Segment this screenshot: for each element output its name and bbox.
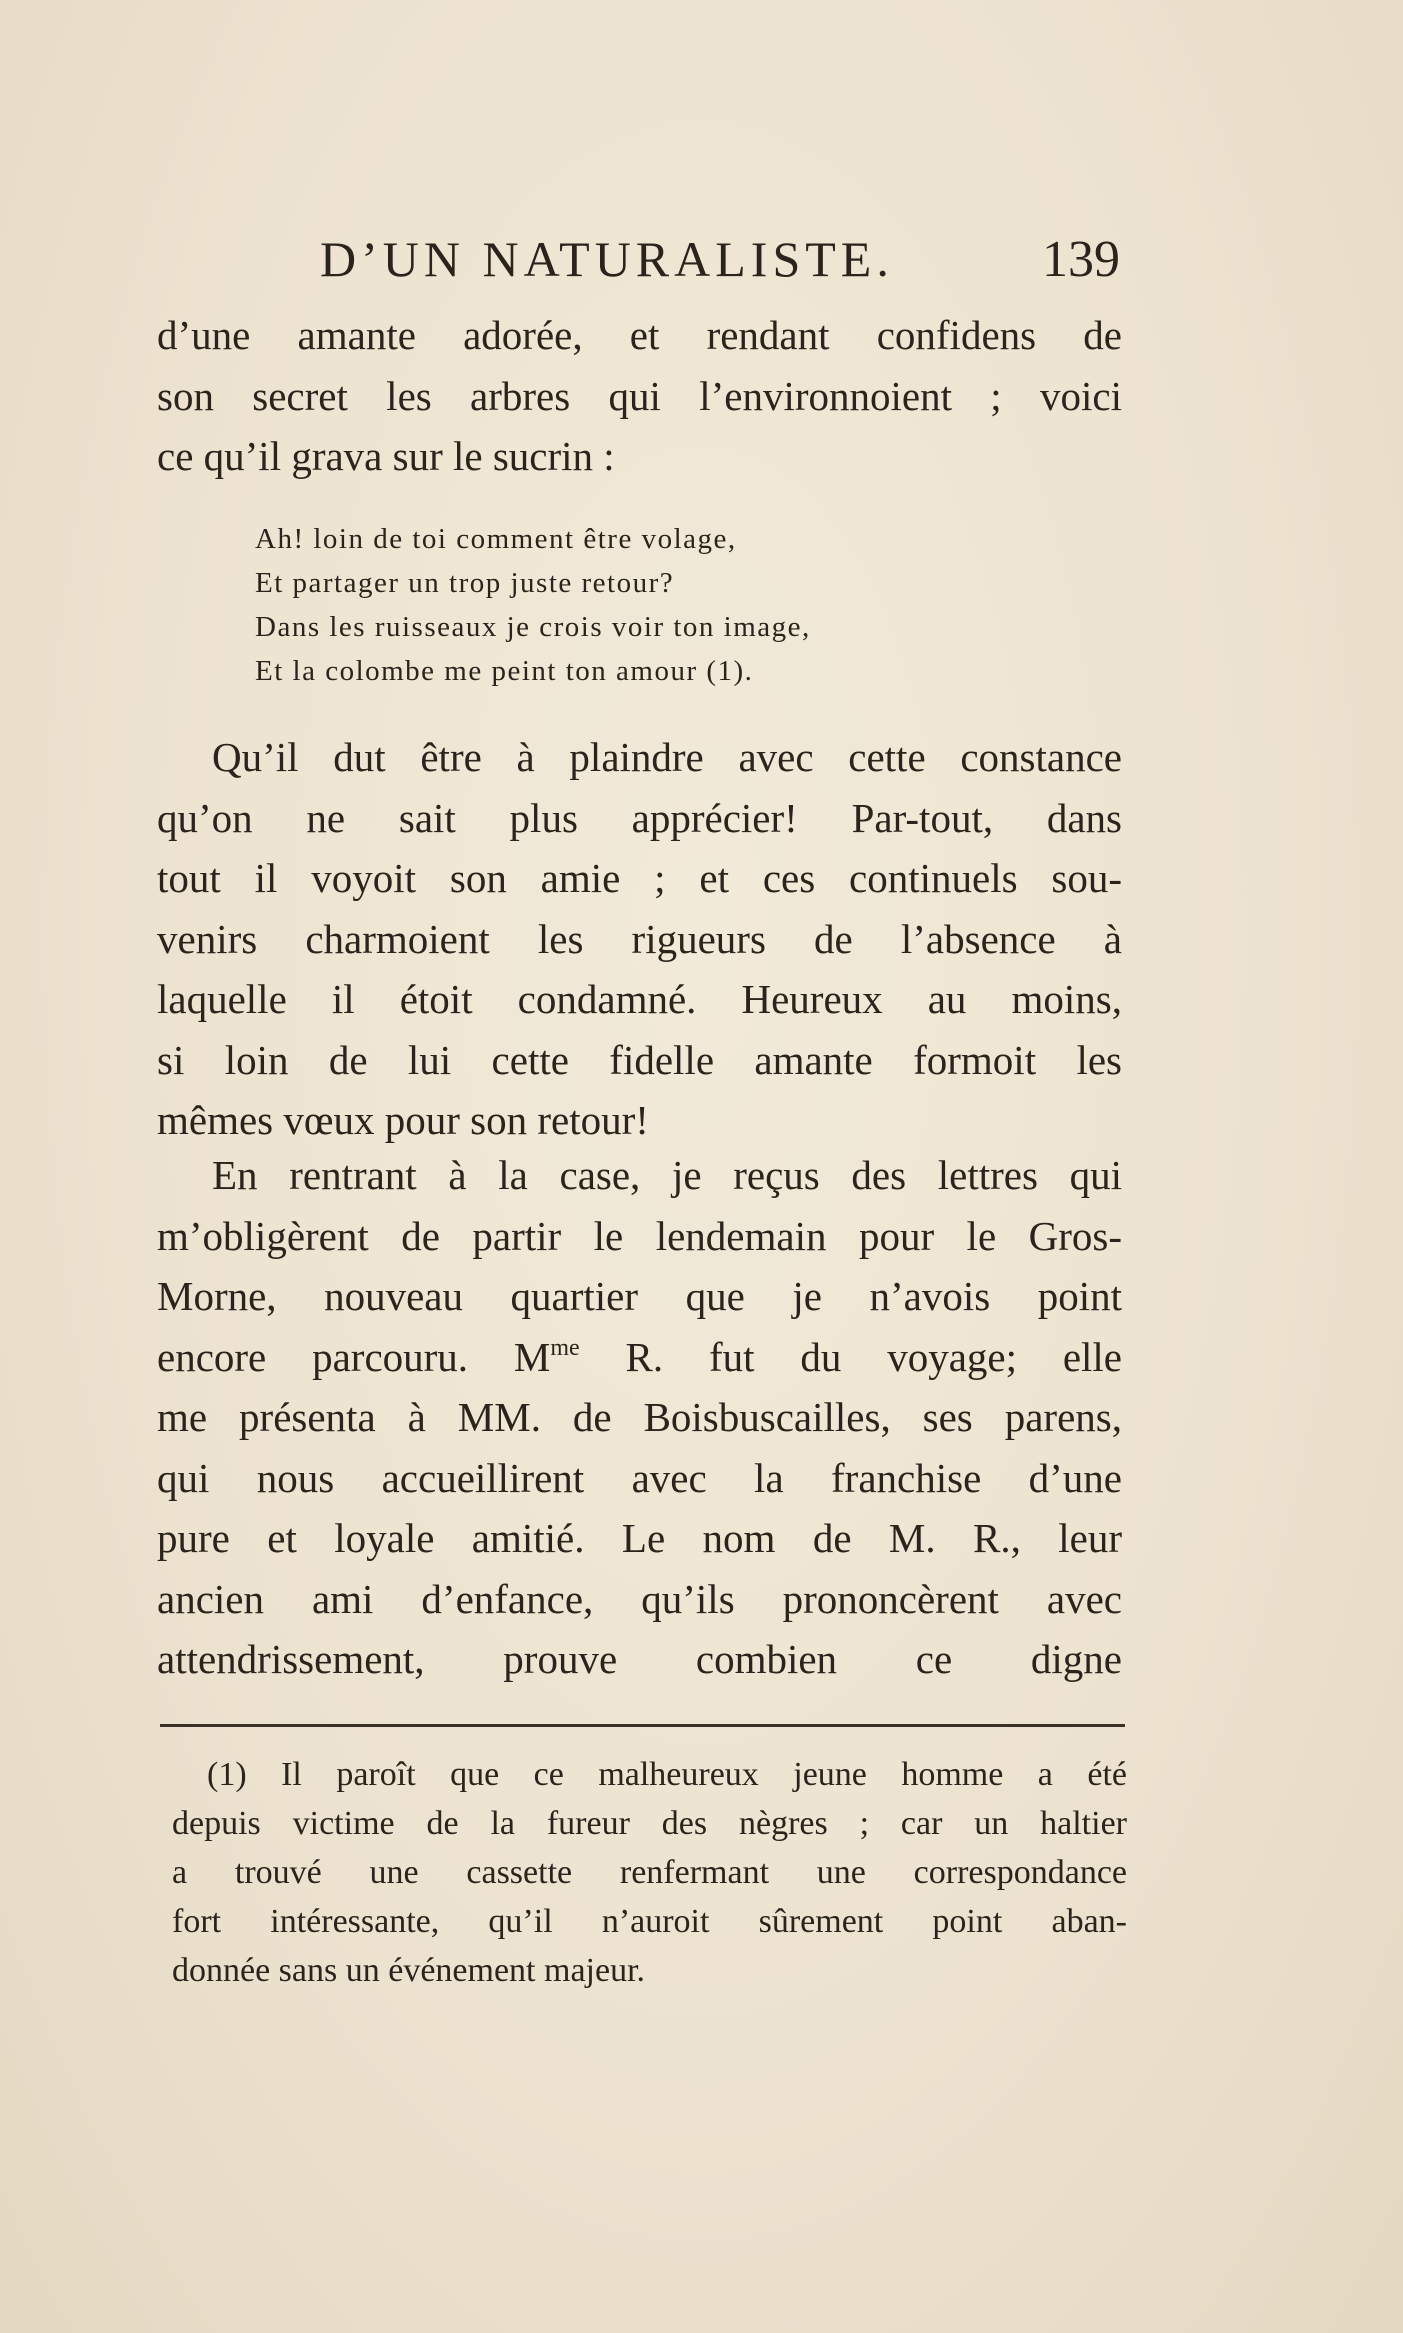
- text-line: pure et loyale amitié. Le nom de M. R., leur: [157, 1515, 1122, 1561]
- footnote-line: fort intéressante, qu’il n’auroit sûrement point aban-: [172, 1903, 1127, 1940]
- poem-verse: Et partager un trop juste retour?: [255, 567, 675, 599]
- text-line: Morne, nouveau quartier que je n’avois point: [157, 1273, 1122, 1319]
- text-line: attendrissement, prouve combien ce digne: [157, 1636, 1122, 1682]
- intro-text: [157, 305, 1122, 487]
- text-line: mêmes vœux pour son retour!: [157, 1097, 649, 1143]
- text-line: venirs charmoient les rigueurs de l’absence à: [157, 915, 1122, 962]
- text-line: laquelle il étoit condamné. Heureux au moins,: [157, 976, 1122, 1022]
- text-line: Qu’il dut être à plaindre avec cette constance: [212, 734, 1122, 780]
- poem-stanza: [255, 517, 975, 693]
- text-line: [157, 1327, 1122, 1388]
- footnote-line: donnée sans un événement majeur.: [172, 1952, 646, 1989]
- text-line: tout il voyoit son amie ; et ces continuels sou-: [157, 855, 1122, 901]
- text-line: En rentrant à la case, je reçus des lettres qui: [212, 1152, 1122, 1198]
- footnote-line: depuis victime de la fureur des nègres ; car un haltier: [172, 1805, 1127, 1842]
- superscript: me: [550, 1334, 580, 1361]
- poem-verse: Ah! loin de toi comment être volage,: [255, 523, 737, 555]
- footnote-line: (1) Il paroît que ce malheureux jeune homme a été: [207, 1756, 1127, 1793]
- poem-verse: Et la colombe me peint ton amour (1).: [255, 655, 754, 687]
- text-line: d’une amante adorée, et rendant confidens de: [157, 312, 1122, 358]
- text-line: ancien ami d’enfance, qu’ils prononcèrent avec: [157, 1575, 1122, 1622]
- text-line: ce qu’il grava sur le sucrin :: [157, 433, 615, 479]
- page-number: 139: [1042, 231, 1120, 288]
- footnote-rule: [160, 1724, 1125, 1727]
- footnote: [172, 1750, 1127, 1995]
- paragraph-1: [157, 727, 1122, 1151]
- text-line: si loin de lui cette fidelle amante formoit les: [157, 1036, 1122, 1083]
- running-head: D’UN NATURALISTE.: [320, 231, 894, 287]
- text-fragment: encore parcouru. M: [157, 1333, 551, 1380]
- text-line: qui nous accueillirent avec la franchise d’une: [157, 1454, 1122, 1501]
- text-line: qu’on ne sait plus apprécier! Par-tout, dans: [157, 794, 1122, 841]
- footnote-line: a trouvé une cassette renfermant une correspondance: [172, 1854, 1127, 1891]
- poem-verse: Dans les ruisseaux je crois voir ton image,: [255, 611, 811, 643]
- page-header: [160, 225, 1120, 295]
- text-line: me présenta à MM. de Boisbuscailles, ses parens,: [157, 1394, 1122, 1440]
- text-line: son secret les arbres qui l’environnoient ; voici: [157, 372, 1122, 419]
- text-line: m’obligèrent de partir le lendemain pour le Gros-: [157, 1212, 1122, 1259]
- text-fragment: R. fut du voyage; elle: [579, 1333, 1122, 1380]
- paragraph-2: [157, 1145, 1122, 1690]
